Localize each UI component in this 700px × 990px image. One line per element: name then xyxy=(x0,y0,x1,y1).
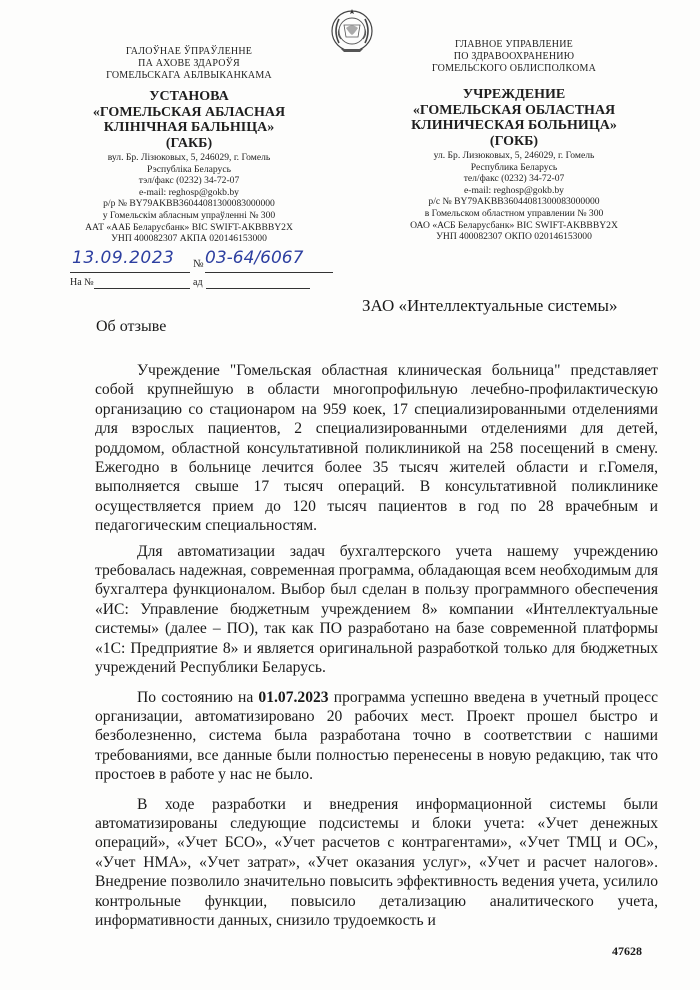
left-org-name: УСТАНОВА «ГОМЕЛЬСКАЯ АБЛАСНАЯ КЛІНІЧНАЯ БАЛЬНІЦА» (ГАКБ) xyxy=(92,89,286,151)
paragraph-1: Учреждение "Гомельская областная клиническая больница" представляет собой крупнейшую в области многопрофильную лечебно-профилактическую организацию со стационаром на 959 коек, 17 специализированными отделениями для взрослых пациентов, 2 специализированными отделениями для детей, роддомом, областной консультативной поликлиникой на 258 посещений в смену. Ежегодно в больнице лечится более 35 тысяч жителей области и г.Гомеля, выполняется свыше 17 тысяч операций. В консультативной поликлинике осуществляется прием до 120 тысяч пациентов в год по 28 врачебным и педагогическим специальностям. xyxy=(95,362,658,535)
right-ministry: ГЛАВНОЕ УПРАВЛЕНИЕ ПО ЗДРАВООХРАНЕНИЮ ГОМЕЛЬСКОГО ОБЛИСПОЛКОМА xyxy=(431,39,597,74)
addressee: ЗАО «Интеллектуальные системы» xyxy=(362,296,618,315)
letter-subject: Об отзыве xyxy=(96,318,167,335)
left-ministry: ГАЛОЎНАЕ ЎПРАЎЛЕННЕ ПА АХОВЕ ЗДАРОЎЯ ГОМЕЛЬСКАГА АБЛВЫКАНКАМА xyxy=(106,46,272,81)
left-org-details: вул. Бр. Лізюковых, 5, 246029, г. Гомель Рэспубліка Беларусь тэл/факс (0232) 34-72-07 e-mail: reghosp@gokb.by р/р № BY79AKBB36044081300083000000 у Гомельскім абласным упраўленні № 300 ААТ «ААБ Беларусбанк» BIC SWIFT-AKBBBY2X УНП 400082307 АКПА 020146153000 xyxy=(85,152,293,245)
outgoing-number-label: № xyxy=(193,258,204,270)
right-org-name: УЧРЕЖДЕНИЕ «ГОМЕЛЬСКАЯ ОБЛАСТНАЯ КЛИНИЧЕСКАЯ БОЛЬНИЦА» (ГОКБ) xyxy=(411,87,617,149)
number-underline xyxy=(205,272,333,273)
incoming-number-label: На № xyxy=(70,277,94,288)
right-org-details: ул. Бр. Лизюковых, 5, 246029, г. Гомель Республика Беларусь тел/факс (0232) 34-72-07 e-mail: reghosp@gokb.by р/с № BY79AKBB36044081300083000000 в Гомельском областном управлении № 300 ОАО «АСБ Беларусбанк» BIC SWIFT-AKBBBY2X УНП 400082307 ОКПО 020146153000 xyxy=(410,150,618,243)
incoming-date-label: ад xyxy=(193,277,203,288)
right-header-russian xyxy=(372,39,656,243)
page-code: 47628 xyxy=(612,944,642,958)
letter-body xyxy=(95,361,658,940)
paragraph-4: В ходе разработки и внедрения информационной системы были автоматизированы следующие подсистемы и блоки учета: «Учет денежных операций», «Учет БСО», «Учет расчетов с контрагентами», «Учет ТМЦ и ОС», «Учет НМА», «Учет затрат», «Учет оказания услуг», «Учет и расчет налогов». Внедрение позволило значительно повысить эффективность ведения учета, усилило контрольные функции, повысило детализацию аналитического учета, информативности данных, снизило трудоемкость и xyxy=(95,795,658,929)
left-header-belarusian xyxy=(56,46,322,245)
outgoing-number: 03-64/6067 xyxy=(205,248,304,268)
paragraph-3-date: 01.07.2023 xyxy=(258,688,329,706)
paragraph-2: Для автоматизации задач бухгалтерского учета нашему учреждению требовалась надежная, современная программа, обладающая всем необходимым для бухгалтера функционалом. Выбор был сделан в пользу программного обеспечения «ИС: Управление бюджетным учреждением 8» компании «Интеллектуальные системы» (далее – ПО), так как ПО разработано на базе современной платформы «1С: Предприятие 8» и является оригинальной разработкой только для бюджетных учреждений Республики Беларусь. xyxy=(95,542,658,677)
paragraph-3: По состоянию на 01.07.2023 программа успешно введена в учетный процесс организации, автоматизировано 20 рабочих мест. Проект прошел быстро и безболезненно, система была разработана точно в соответствии с нашими требованиями, все данные были полностью перенесены в новую редакцию, так что простоев в работе у нас не было. xyxy=(95,688,658,784)
state-emblem-icon xyxy=(327,5,377,55)
incoming-number-line xyxy=(94,288,190,289)
date-underline xyxy=(70,272,190,273)
outgoing-date: 13.09.2023 xyxy=(72,248,175,268)
incoming-date-line xyxy=(206,288,310,289)
